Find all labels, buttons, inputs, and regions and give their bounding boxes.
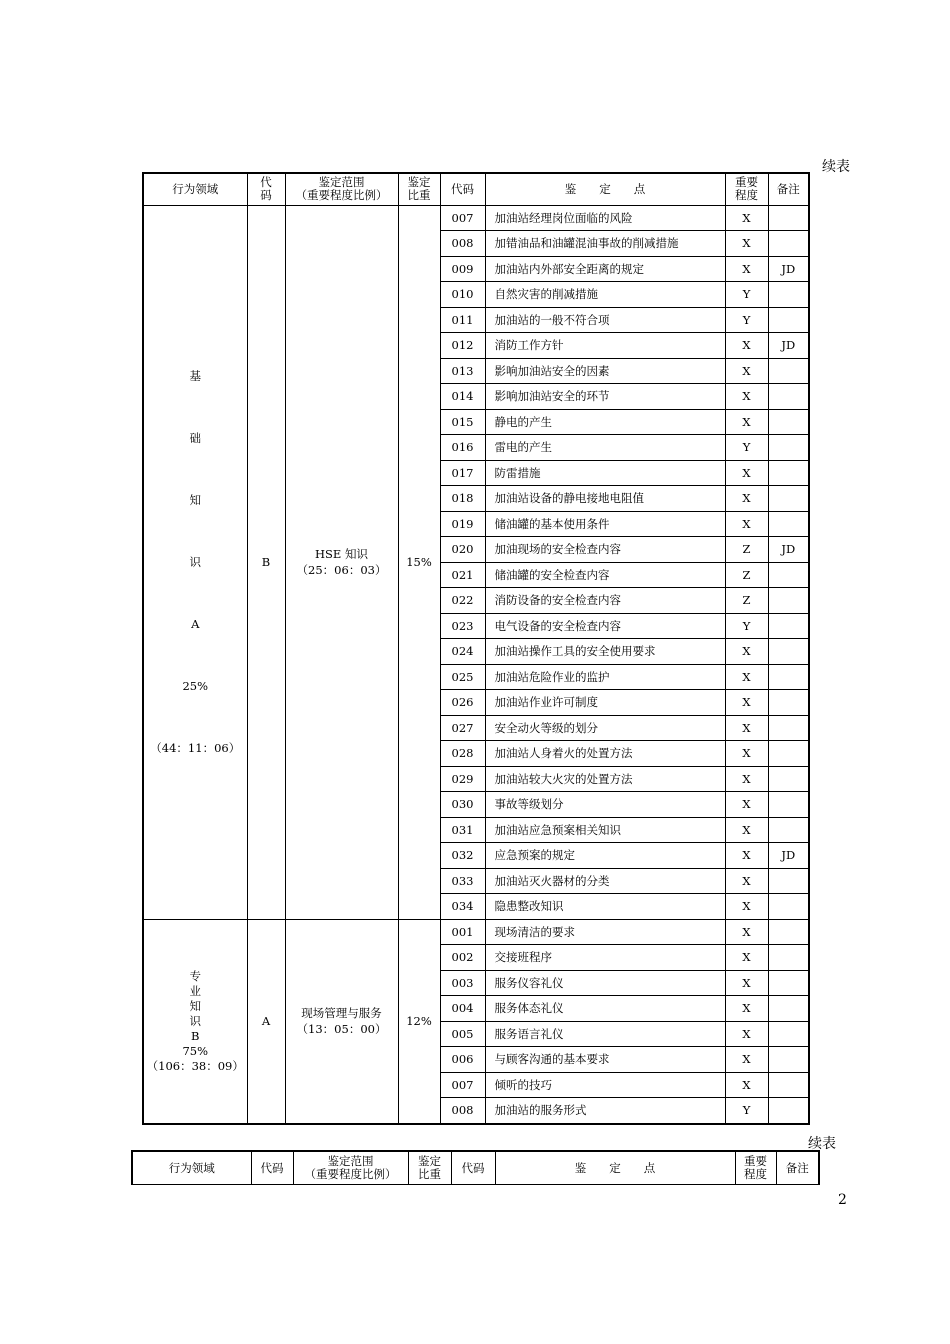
behavior-domain-line: （44：11：06）: [150, 741, 241, 755]
behavior-domain-line: 25%: [182, 679, 209, 693]
appraisal-point-cell: 储油罐的基本使用条件: [485, 511, 725, 537]
appraisal-table: [142, 172, 810, 1125]
remark-cell: [768, 231, 809, 257]
point-code-cell: 014: [440, 384, 485, 410]
remark-cell: [768, 358, 809, 384]
point-code-cell: 010: [440, 282, 485, 308]
point-code-cell: 003: [440, 970, 485, 996]
importance-cell: X: [725, 970, 768, 996]
importance-cell: X: [725, 511, 768, 537]
table-row: [143, 919, 809, 945]
remark-cell: [768, 690, 809, 716]
remark-cell: [768, 792, 809, 818]
appraisal-scope-cell: [285, 919, 398, 1124]
remark-cell: [768, 562, 809, 588]
appraisal-point-cell: 加油站危险作业的监护: [485, 664, 725, 690]
remark-cell: [768, 919, 809, 945]
importance-cell: X: [725, 256, 768, 282]
appraisal-scope-name: HSE 知识: [315, 547, 368, 561]
page-number: 2: [838, 1192, 847, 1208]
point-code-cell: 021: [440, 562, 485, 588]
header-appraisal-point: 鉴 定 点: [495, 1151, 735, 1185]
appraisal-point-cell: 倾听的技巧: [485, 1072, 725, 1098]
appraisal-point-cell: 服务体态礼仪: [485, 996, 725, 1022]
appraisal-point-cell: 与顾客沟通的基本要求: [485, 1047, 725, 1073]
remark-cell: [768, 996, 809, 1022]
appraisal-scope-name: 现场管理与服务: [301, 1006, 382, 1020]
behavior-domain-line: 75%: [182, 1043, 209, 1058]
header-weight-line2: 比重: [407, 188, 431, 203]
point-code-cell: 016: [440, 435, 485, 461]
importance-cell: X: [725, 919, 768, 945]
behavior-domain-line: 专: [189, 968, 201, 983]
remark-cell: JD: [768, 843, 809, 869]
header-scope: [293, 1151, 408, 1185]
point-code-cell: 009: [440, 256, 485, 282]
importance-cell: X: [725, 1021, 768, 1047]
point-code-cell: 023: [440, 613, 485, 639]
point-code-cell: 008: [440, 1098, 485, 1124]
table-row: [143, 205, 809, 231]
header-importance-line2: 程度: [744, 1167, 767, 1181]
behavior-domain-cell: [143, 919, 247, 1124]
behavior-domain-line: B: [191, 1028, 200, 1043]
importance-cell: X: [725, 460, 768, 486]
header-weight-line1: 鉴定: [418, 1154, 441, 1168]
appraisal-point-cell: 加油站应急预案相关知识: [485, 817, 725, 843]
remark-cell: [768, 1047, 809, 1073]
behavior-domain-line: A: [191, 617, 200, 631]
appraisal-point-cell: 储油罐的安全检查内容: [485, 562, 725, 588]
continued-label: 续表: [808, 1136, 836, 1152]
appraisal-point-cell: 电气设备的安全检查内容: [485, 613, 725, 639]
importance-cell: Y: [725, 282, 768, 308]
appraisal-weight-cell: 15%: [398, 205, 440, 919]
point-code-cell: 001: [440, 919, 485, 945]
appraisal-point-cell: 服务语言礼仪: [485, 1021, 725, 1047]
appraisal-point-cell: 加油站经理岗位面临的风险: [485, 205, 725, 231]
point-code-cell: 031: [440, 817, 485, 843]
header-importance-line1: 重要: [744, 1154, 767, 1168]
appraisal-point-cell: 安全动火等级的划分: [485, 715, 725, 741]
remark-cell: [768, 1072, 809, 1098]
header-code: 代码: [251, 1151, 293, 1185]
importance-cell: X: [725, 843, 768, 869]
remark-cell: [768, 945, 809, 971]
importance-cell: X: [725, 664, 768, 690]
point-code-cell: 019: [440, 511, 485, 537]
appraisal-point-cell: 应急预案的规定: [485, 843, 725, 869]
point-code-cell: 029: [440, 766, 485, 792]
importance-cell: X: [725, 715, 768, 741]
remark-cell: [768, 868, 809, 894]
remark-cell: [768, 613, 809, 639]
header-weight-line1: 鉴定: [407, 175, 431, 190]
header-weight: [408, 1151, 451, 1185]
header-remark: 备注: [776, 1151, 819, 1185]
importance-cell: X: [725, 690, 768, 716]
remark-cell: [768, 588, 809, 614]
behavior-domain-line: 识: [189, 1013, 201, 1028]
continued-header-row: [132, 1151, 819, 1185]
point-code-cell: 015: [440, 409, 485, 435]
importance-cell: X: [725, 205, 768, 231]
appraisal-point-cell: 加油现场的安全检查内容: [485, 537, 725, 563]
header-importance: [735, 1151, 776, 1185]
appraisal-point-cell: 现场清洁的要求: [485, 919, 725, 945]
point-code-cell: 004: [440, 996, 485, 1022]
appraisal-point-cell: 自然灾害的削减措施: [485, 282, 725, 308]
point-code-cell: 002: [440, 945, 485, 971]
remark-cell: [768, 715, 809, 741]
importance-cell: Y: [725, 1098, 768, 1124]
point-code-cell: 027: [440, 715, 485, 741]
header-code-line2: 码: [260, 188, 272, 203]
point-code-cell: 005: [440, 1021, 485, 1047]
header-appraisal-point: 鉴 定 点: [485, 173, 725, 205]
point-code-cell: 008: [440, 231, 485, 257]
point-code-cell: 033: [440, 868, 485, 894]
importance-cell: X: [725, 817, 768, 843]
remark-cell: [768, 282, 809, 308]
continued-label: 续表: [822, 159, 850, 175]
appraisal-point-cell: 静电的产生: [485, 409, 725, 435]
remark-cell: JD: [768, 537, 809, 563]
remark-cell: JD: [768, 256, 809, 282]
importance-cell: X: [725, 766, 768, 792]
importance-cell: X: [725, 868, 768, 894]
behavior-domain-line: 业: [189, 983, 201, 998]
appraisal-point-cell: 加油站的一般不符合项: [485, 307, 725, 333]
importance-cell: X: [725, 384, 768, 410]
domain-code-cell: B: [247, 205, 285, 919]
importance-cell: X: [725, 358, 768, 384]
importance-cell: Y: [725, 435, 768, 461]
importance-cell: X: [725, 333, 768, 359]
appraisal-point-cell: 服务仪容礼仪: [485, 970, 725, 996]
importance-cell: X: [725, 231, 768, 257]
behavior-domain-line: （106：38：09）: [146, 1058, 244, 1073]
behavior-domain-line: 基: [189, 369, 201, 383]
appraisal-point-cell: 加油站作业许可制度: [485, 690, 725, 716]
remark-cell: [768, 970, 809, 996]
appraisal-point-cell: 消防设备的安全检查内容: [485, 588, 725, 614]
appraisal-point-cell: 加油站人身着火的处置方法: [485, 741, 725, 767]
header-domain: 行为领域: [132, 1151, 251, 1185]
point-code-cell: 022: [440, 588, 485, 614]
remark-cell: [768, 409, 809, 435]
header-code-line1: 代: [260, 175, 272, 190]
header-scope: [285, 173, 398, 205]
appraisal-point-cell: 加油站灭火器材的分类: [485, 868, 725, 894]
point-code-cell: 028: [440, 741, 485, 767]
appraisal-point-cell: 事故等级划分: [485, 792, 725, 818]
point-code-cell: 007: [440, 205, 485, 231]
header-remark: 备注: [768, 173, 809, 205]
remark-cell: [768, 1021, 809, 1047]
importance-cell: X: [725, 409, 768, 435]
point-code-cell: 026: [440, 690, 485, 716]
importance-cell: X: [725, 1047, 768, 1073]
header-importance-line2: 程度: [735, 188, 758, 203]
appraisal-point-cell: 加错油品和油罐混油事故的削减措施: [485, 231, 725, 257]
point-code-cell: 007: [440, 1072, 485, 1098]
header-scope-line1: 鉴定范围: [318, 175, 365, 190]
importance-cell: Z: [725, 562, 768, 588]
behavior-domain-line: 识: [189, 555, 201, 569]
point-code-cell: 032: [440, 843, 485, 869]
point-code-cell: 030: [440, 792, 485, 818]
importance-cell: Z: [725, 588, 768, 614]
importance-cell: X: [725, 639, 768, 665]
appraisal-point-cell: 防雷措施: [485, 460, 725, 486]
domain-code-cell: A: [247, 919, 285, 1124]
header-domain: 行为领域: [143, 173, 247, 205]
point-code-cell: 034: [440, 894, 485, 920]
remark-cell: [768, 307, 809, 333]
remark-cell: [768, 766, 809, 792]
remark-cell: [768, 486, 809, 512]
importance-cell: X: [725, 945, 768, 971]
appraisal-point-cell: 加油站较大火灾的处置方法: [485, 766, 725, 792]
header-point-code: 代码: [451, 1151, 495, 1185]
appraisal-point-cell: 加油站的服务形式: [485, 1098, 725, 1124]
appraisal-scope-ratio: （25：06：03）: [296, 563, 387, 577]
behavior-domain-line: 础: [189, 431, 201, 445]
importance-cell: Y: [725, 613, 768, 639]
appraisal-weight-cell: 12%: [398, 919, 440, 1124]
point-code-cell: 024: [440, 639, 485, 665]
appraisal-scope-ratio: （13：05：00）: [296, 1022, 387, 1036]
importance-cell: X: [725, 486, 768, 512]
appraisal-point-cell: 雷电的产生: [485, 435, 725, 461]
remark-cell: [768, 664, 809, 690]
point-code-cell: 018: [440, 486, 485, 512]
header-code: [247, 173, 285, 205]
importance-cell: X: [725, 894, 768, 920]
remark-cell: [768, 639, 809, 665]
point-code-cell: 012: [440, 333, 485, 359]
appraisal-point-cell: 影响加油站安全的因素: [485, 358, 725, 384]
appraisal-point-cell: 消防工作方针: [485, 333, 725, 359]
continued-table-header: [131, 1150, 820, 1185]
remark-cell: [768, 741, 809, 767]
remark-cell: JD: [768, 333, 809, 359]
header-point-code: 代码: [440, 173, 485, 205]
appraisal-point-cell: 影响加油站安全的环节: [485, 384, 725, 410]
header-importance: [725, 173, 768, 205]
importance-cell: Z: [725, 537, 768, 563]
importance-cell: X: [725, 996, 768, 1022]
header-importance-line1: 重要: [735, 175, 758, 190]
point-code-cell: 006: [440, 1047, 485, 1073]
remark-cell: [768, 460, 809, 486]
remark-cell: [768, 1098, 809, 1124]
header-scope-line2: （重要程度比例）: [295, 188, 388, 203]
appraisal-point-cell: 加油站设备的静电接地电阻值: [485, 486, 725, 512]
point-code-cell: 011: [440, 307, 485, 333]
appraisal-point-cell: 隐患整改知识: [485, 894, 725, 920]
remark-cell: [768, 817, 809, 843]
importance-cell: Y: [725, 307, 768, 333]
point-code-cell: 025: [440, 664, 485, 690]
appraisal-point-cell: 加油站操作工具的安全使用要求: [485, 639, 725, 665]
point-code-cell: 013: [440, 358, 485, 384]
point-code-cell: 017: [440, 460, 485, 486]
remark-cell: [768, 894, 809, 920]
table-header-row: [143, 173, 809, 205]
importance-cell: X: [725, 1072, 768, 1098]
behavior-domain-line: 知: [189, 493, 201, 507]
appraisal-scope-cell: [285, 205, 398, 919]
behavior-domain-line: 知: [189, 998, 201, 1013]
remark-cell: [768, 384, 809, 410]
appraisal-point-cell: 加油站内外部安全距离的规定: [485, 256, 725, 282]
remark-cell: [768, 435, 809, 461]
header-scope-line1: 鉴定范围: [327, 1154, 374, 1168]
header-weight-line2: 比重: [418, 1167, 441, 1181]
header-weight: [398, 173, 440, 205]
behavior-domain-cell: [143, 205, 247, 919]
header-scope-line2: （重要程度比例）: [304, 1167, 397, 1181]
remark-cell: [768, 205, 809, 231]
appraisal-point-cell: 交接班程序: [485, 945, 725, 971]
remark-cell: [768, 511, 809, 537]
point-code-cell: 020: [440, 537, 485, 563]
importance-cell: X: [725, 792, 768, 818]
importance-cell: X: [725, 741, 768, 767]
